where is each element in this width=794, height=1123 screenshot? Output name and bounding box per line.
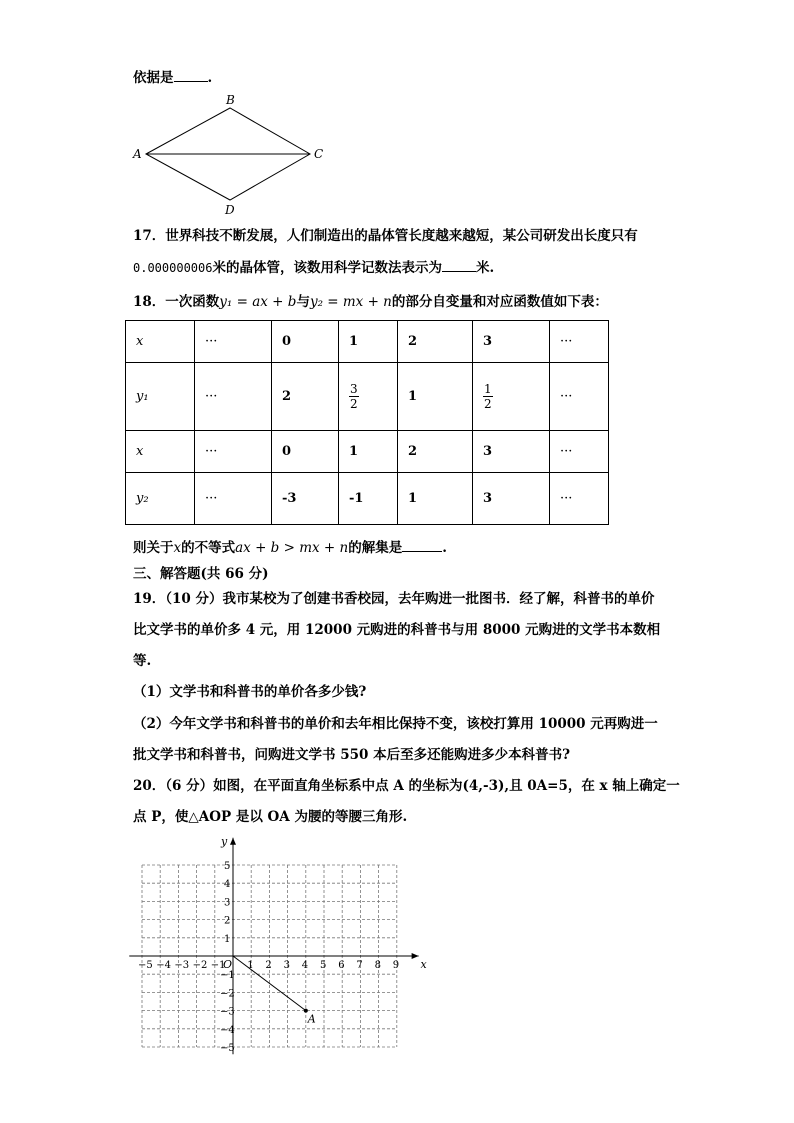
x-tick-label: 2 [265, 960, 272, 971]
y-tick-label: 2 [224, 915, 231, 927]
y-tick-label: 3 [224, 897, 231, 909]
y-tick-label: 4 [224, 879, 231, 891]
x-tick-label: 1 [247, 960, 254, 971]
origin-label: O [223, 958, 233, 971]
answer-blank[interactable] [402, 539, 442, 552]
inequality: ax + b > mx + n [235, 540, 349, 556]
q19-line2: 比文学书的单价多 4 元，用 12000 元购进的科普书与用 8000 元购进的文学书本数相 [133, 622, 661, 638]
y-tick-label: 5 [224, 861, 231, 872]
y-tick-label: −1 [220, 970, 235, 982]
q16-tail: 依据是 . [133, 70, 213, 86]
x-tick-label: 9 [392, 960, 400, 971]
vertex-label-a: A [133, 147, 142, 161]
q19-line3: 等. [133, 653, 152, 669]
q17-line2: 0.000000006米的晶体管，该数用科学记数法表示为 米. [133, 260, 495, 276]
x-tick-label: −2 [192, 960, 208, 971]
table-row: y₁ ··· 2 $\frac{3}{2}$ 1 $\frac{1}{2}$ ··· [126, 363, 609, 431]
answer-blank[interactable] [442, 259, 476, 272]
vertex-label-d: D [225, 203, 235, 217]
x-tick-label: 4 [301, 960, 309, 971]
q19-sub1: （1）文学书和科普书的单价各多少钱? [133, 684, 367, 700]
y-tick-label: −5 [220, 1043, 235, 1054]
x-tick-label: −5 [138, 960, 153, 971]
x-tick-label: 3 [283, 960, 290, 971]
fraction-one-half: $\frac{1}{2}$ [484, 382, 492, 411]
point-a-label: A [307, 1012, 316, 1026]
func1: y₁ = ax + b [219, 294, 297, 310]
tick-labels [138, 861, 399, 1054]
x-tick-label: 5 [320, 960, 327, 971]
x-axis-label: x [420, 958, 427, 971]
x-tick-label: 7 [356, 960, 363, 971]
q17-number: 0.000000006 [133, 261, 213, 275]
x-tick-label: −4 [156, 960, 171, 971]
y-tick-label: −2 [220, 988, 235, 1000]
y-tick-label: 1 [224, 933, 231, 945]
section-heading: 三、解答题(共 66 分) [133, 566, 269, 582]
table-row: x ··· 0 1 2 3 ··· [126, 431, 609, 473]
axes [129, 838, 418, 1055]
y-axis-arrow [230, 838, 236, 845]
values-table [125, 320, 609, 525]
q20-line1: 20．（6 分）如图，在平面直角坐标系中点 A 的坐标为(4,-3),且 0A=5，在 x 轴上确定一 [133, 778, 680, 794]
vertex-label-c: C [314, 147, 324, 161]
x-tick-label: −1 [210, 960, 226, 971]
table-row: y₂ ··· -3 -1 1 3 ··· [126, 473, 609, 525]
fraction-three-halves: $\frac{3}{2}$ [350, 382, 358, 411]
q18-tail: 则关于x的不等式ax + b > mx + n的解集是 . [133, 540, 447, 556]
vertex-label-b: B [226, 93, 235, 107]
y-tick-label: −4 [220, 1024, 235, 1036]
y-tick-label: −3 [220, 1006, 235, 1018]
q19-line1: 19．（10 分）我市某校为了创建书香校园，去年购进一批图书．经了解，科普书的单价 [133, 591, 655, 607]
y-axis-label: y [221, 834, 228, 848]
x-tick-label: 6 [338, 960, 345, 971]
q17-line1: 17．世界科技不断发展，人们制造出的晶体管长度越来越短，某公司研发出长度只有 [133, 228, 638, 244]
table-row: x ··· 0 1 2 3 ··· [126, 321, 609, 363]
x-tick-label: 8 [374, 960, 381, 971]
x-tick-label: −3 [174, 960, 190, 971]
q18-intro: 18．一次函数y₁ = ax + b与y₂ = mx + n的部分自变量和对应函数值如下表： [133, 294, 608, 310]
coordinate-grid [125, 832, 435, 1062]
func2: y₂ = mx + n [309, 294, 392, 310]
q19-sub2a: （2）今年文学书和科普书的单价和去年相比保持不变，该校打算用 10000 元再购进一 [133, 716, 658, 732]
answer-blank[interactable] [174, 69, 208, 82]
rhombus-diagram [130, 90, 330, 220]
q19-sub2b: 批文学书和科普书，问购进文学书 550 本后至多还能购进多少本科普书? [133, 747, 570, 763]
x-axis-arrow [412, 953, 419, 959]
q20-line2: 点 P，使△AOP 是以 OA 为腰的等腰三角形. [133, 809, 408, 825]
